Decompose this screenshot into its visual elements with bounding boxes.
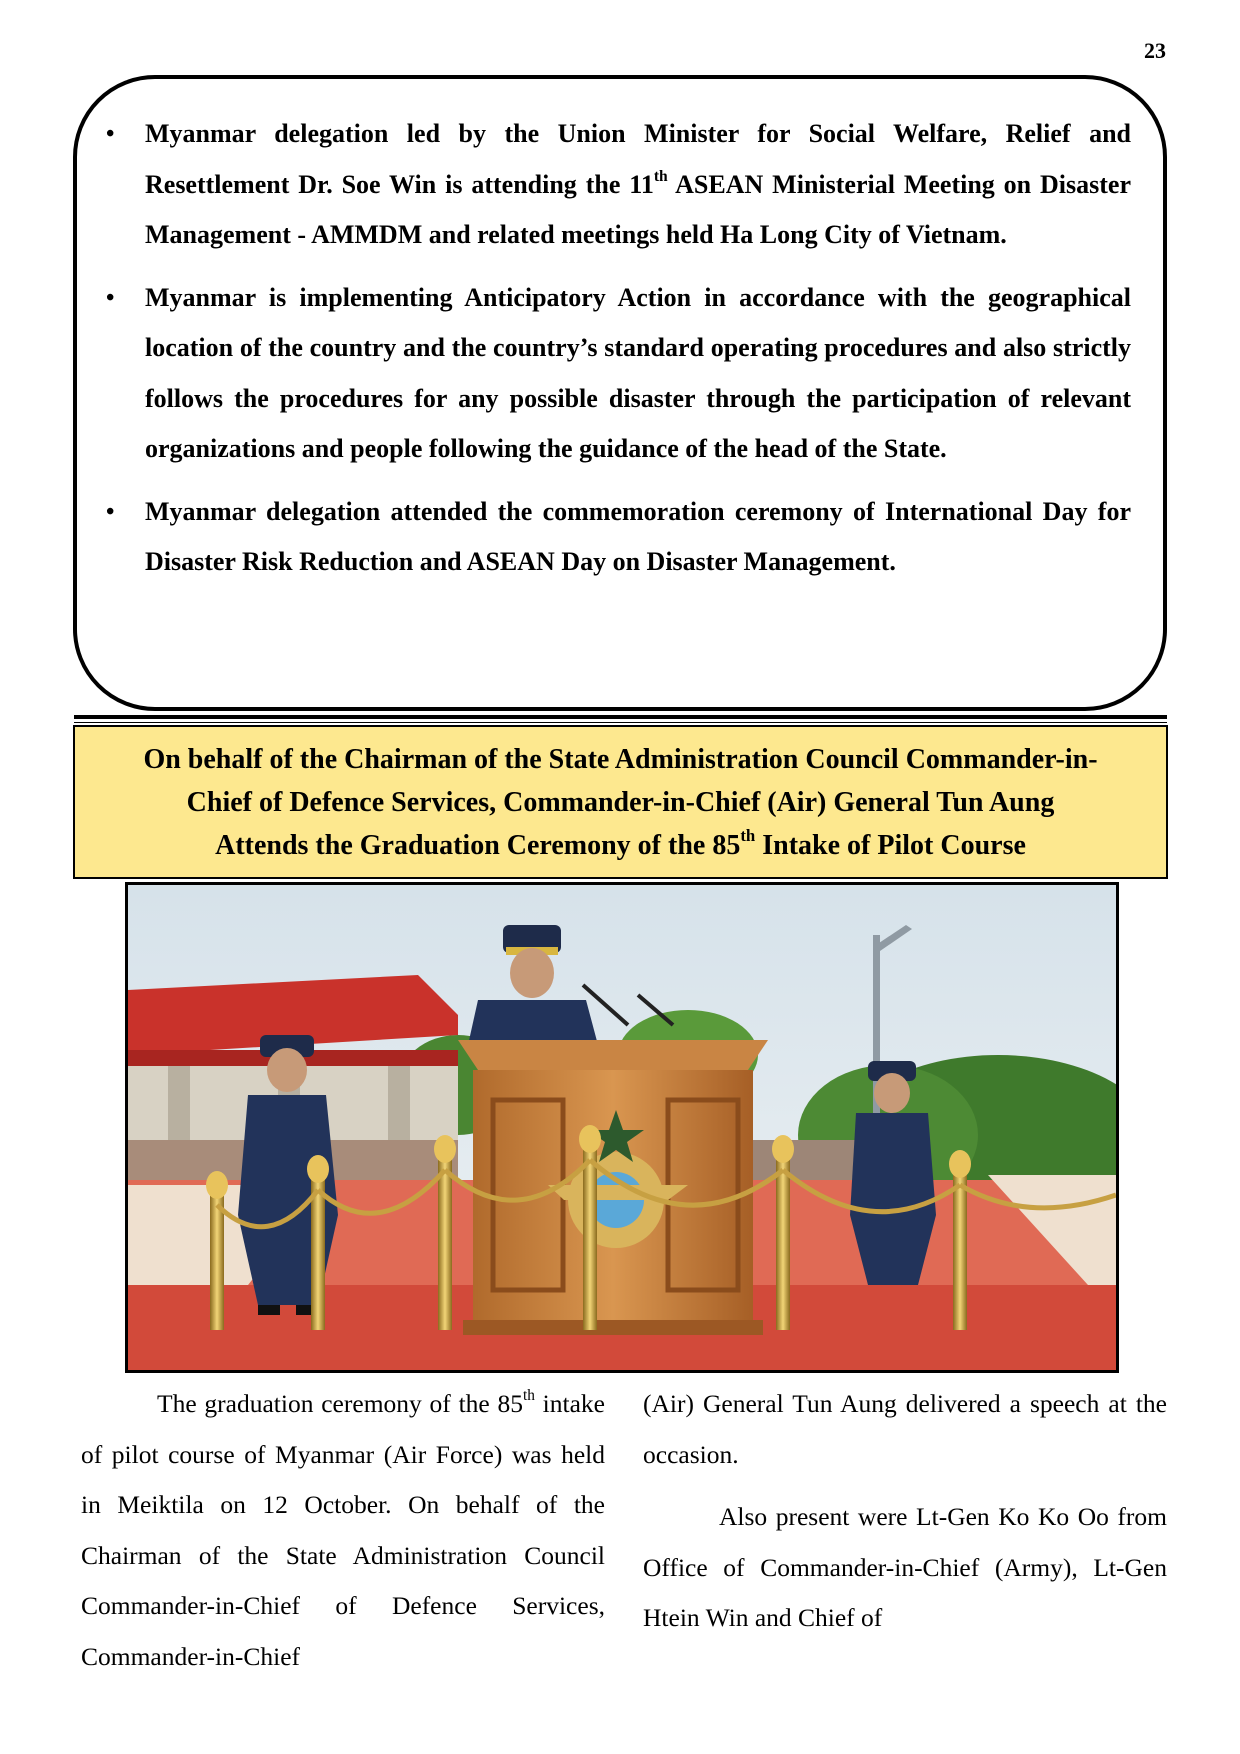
article-column-right bbox=[643, 1379, 1167, 1644]
article-paragraph-1: The graduation ceremony of the 85th intake of pilot course of Myanmar (Air Force) was held in Meiktila on 12 October. On behalf of the Chairman of the State Administration Council Commander-in-Chief of Defence Services, Commander-in-Chief bbox=[81, 1387, 605, 1671]
ceremony-photo bbox=[125, 882, 1119, 1373]
summary-bullet-2: • Myanmar is implementing Anticipatory Action in accordance with the geographical location of the country and the country’s standard operating procedures and also strictly follows the procedures for any possible disaster through the participation of relevant organizations and people following the guidance of the head of the State. bbox=[145, 273, 1131, 475]
article-paragraph-3: Also present were Lt-Gen Ko Ko Oo from Office of Commander-in-Chief (Army), Lt-Gen Htein Win and Chief of bbox=[643, 1502, 1167, 1632]
headline-line-1: On behalf of the Chairman of the State Administration Council Commander-in- bbox=[143, 743, 1098, 775]
section-divider bbox=[74, 715, 1167, 719]
summary-list bbox=[145, 109, 1131, 600]
summary-box bbox=[73, 75, 1167, 711]
summary-bullet-3: • Myanmar delegation attended the commemoration ceremony of International Day for Disaster Risk Reduction and ASEAN Day on Disaster Management. bbox=[145, 487, 1131, 588]
page-number: 23 bbox=[1144, 38, 1166, 63]
ceremony-photo-icon bbox=[128, 885, 1116, 1370]
headline-line-3: Attends the Graduation Ceremony of the 85th Intake of Pilot Course bbox=[215, 825, 1026, 861]
summary-bullet-1: • Myanmar delegation led by the Union Minister for Social Welfare, Relief and Resettlement Dr. Soe Win is attending the 11th ASEAN Ministerial Meeting on Disaster Management - AMMDM and related meetings held Ha Long City of Vietnam. bbox=[145, 109, 1131, 261]
section-divider-thin bbox=[74, 722, 1167, 723]
headline-line-2: Chief of Defence Services, Commander-in-Chief (Air) General Tun Aung bbox=[186, 786, 1055, 818]
article-paragraph-2: (Air) General Tun Aung delivered a speech at the occasion. bbox=[643, 1389, 1167, 1469]
article-column-left bbox=[81, 1379, 605, 1682]
article-headline bbox=[73, 725, 1168, 879]
